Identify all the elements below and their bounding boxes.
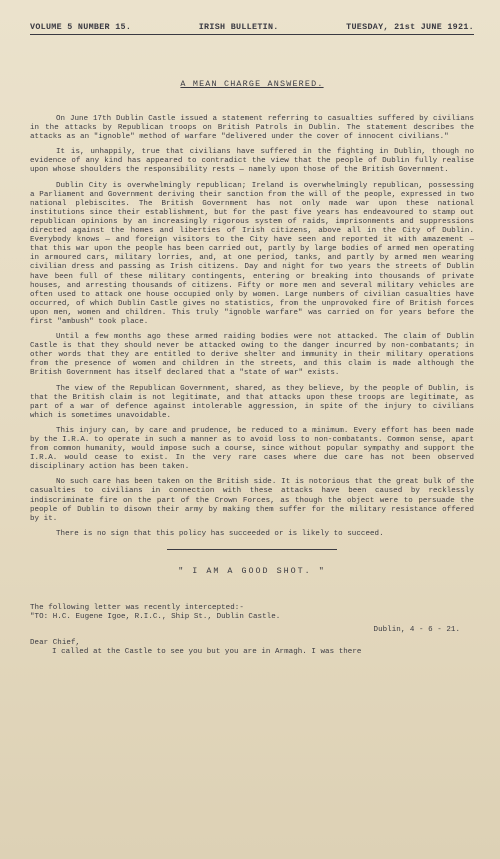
intercepted-letter — [30, 604, 474, 657]
letter-salutation: Dear Chief, — [30, 639, 81, 648]
article-paragraph: On June 17th Dublin Castle issued a statement referring to casualties suffered by civilians in the attacks by Republican troops on British Patrols in Dublin. The statement describes the attacks as an "ignoble" method of warfare "delivered under the cover of innocent civilians." — [30, 115, 474, 142]
article-body — [30, 115, 474, 539]
letter-recipient: "TO: H.C. Eugene Igoe, R.I.C., Ship St., Dublin Castle. — [30, 613, 281, 622]
article-paragraph: Until a few months ago these armed raiding bodies were not attacked. The claim of Dublin Castle is that they should never be attacked owing to the danger incurred by non-combatants; in other words that they are entitled to derive shelter and immunity in their military operations from the presence of women and children in the streets, and this claim is made although the British Government has itself declared that a "state of war" exists. — [30, 333, 474, 378]
article-title: A MEAN CHARGE ANSWERED. — [180, 79, 324, 89]
article-paragraph: Dublin City is overwhelmingly republican; Ireland is overwhelmingly republican, possessing a Parliament and Government deriving their sanction from the will of the people, expressed in two national plebiscites. The British Government has not only made war upon these national institutions since their establishment, but for the past five years has endeavoured to stamp out republican opinions by an increasingly rigorous system of raids, imprisonments and suppressions directed against the homes and liberties of Irish citizens, above all in the City of Dublin. Everybody knows — and foreign visitors to the City have seen and reported it with amazement — that this war upon the people has been carried out, partly by large bodies of armed men operating in armoured cars, military lorries, and, at one period, tanks, and partly by armed men wearing civilian dress and passing as Irish citizens. Day and night for two years the streets of Dublin have been full of these military contingents, entering or breaking into thousands of private houses, and arresting thousands of citizens. Fifty or more men and several military vehicles are often used to attack one house occupied only by women. Large numbers of civilian casualties have occurred, of which Dublin Castle gives no statistics, from the unprovoked fire of British forces upon men, women and children. This truly "ignoble warfare" was carried on for years before the first "ambush" took place. — [30, 181, 474, 326]
section-title: " I AM A GOOD SHOT. " — [178, 565, 326, 576]
letter-dateline: Dublin, 4 - 6 - 21. — [373, 626, 460, 635]
publication-name: IRISH BULLETIN. — [198, 22, 279, 32]
article-paragraph: This injury can, by care and prudence, be reduced to a minimum. Every effort has been made by the I.R.A. to operate in such a manner as to avoid loss to non-combatants. Common sense, apart from common humanity, would impose such a course, since without popular sympathy and support the I.R.A. would cease to exist. In the very rare cases where due care has not been observed disciplinary action has been taken. — [30, 426, 474, 472]
letter-intro: The following letter was recently intercepted:- — [30, 603, 244, 612]
article-paragraph: There is no sign that this policy has succeeded or is likely to succeed. — [56, 529, 384, 538]
article-paragraph: It is, unhappily, true that civilians have suffered in the fighting in Dublin, though no evidence of any kind has appeared to contradict the view that the people of Dublin fully realise upon whose shoulders the responsibility rests — namely upon those of the British Government. — [30, 148, 474, 175]
volume-number: VOLUME 5 NUMBER 15. — [30, 22, 132, 32]
letter-first-line: I called at the Castle to see you but you are in Armagh. I was there — [52, 648, 362, 657]
section-divider — [167, 549, 337, 550]
article-paragraph: No such care has been taken on the British side. It is notorious that the great bulk of the casualties to civilians in connection with these attacks have been caused by recklessly indiscriminate fire on the part of the Crown Forces, as though the object were to persuade the people of Dublin to disown their army by making them suffer for the military resistance offered by it. — [30, 478, 474, 523]
issue-date: TUESDAY, 21st JUNE 1921. — [346, 22, 474, 32]
article-paragraph: The view of the Republican Government, shared, as they believe, by the people of Dublin, is that the British claim is not legitimate, and that attacks upon these troops are legitimate, as part of a war of defence against intolerable aggression, in spite of the injury to civilians which is sometimes unavoidable. — [30, 384, 474, 420]
bulletin-header — [30, 22, 474, 35]
